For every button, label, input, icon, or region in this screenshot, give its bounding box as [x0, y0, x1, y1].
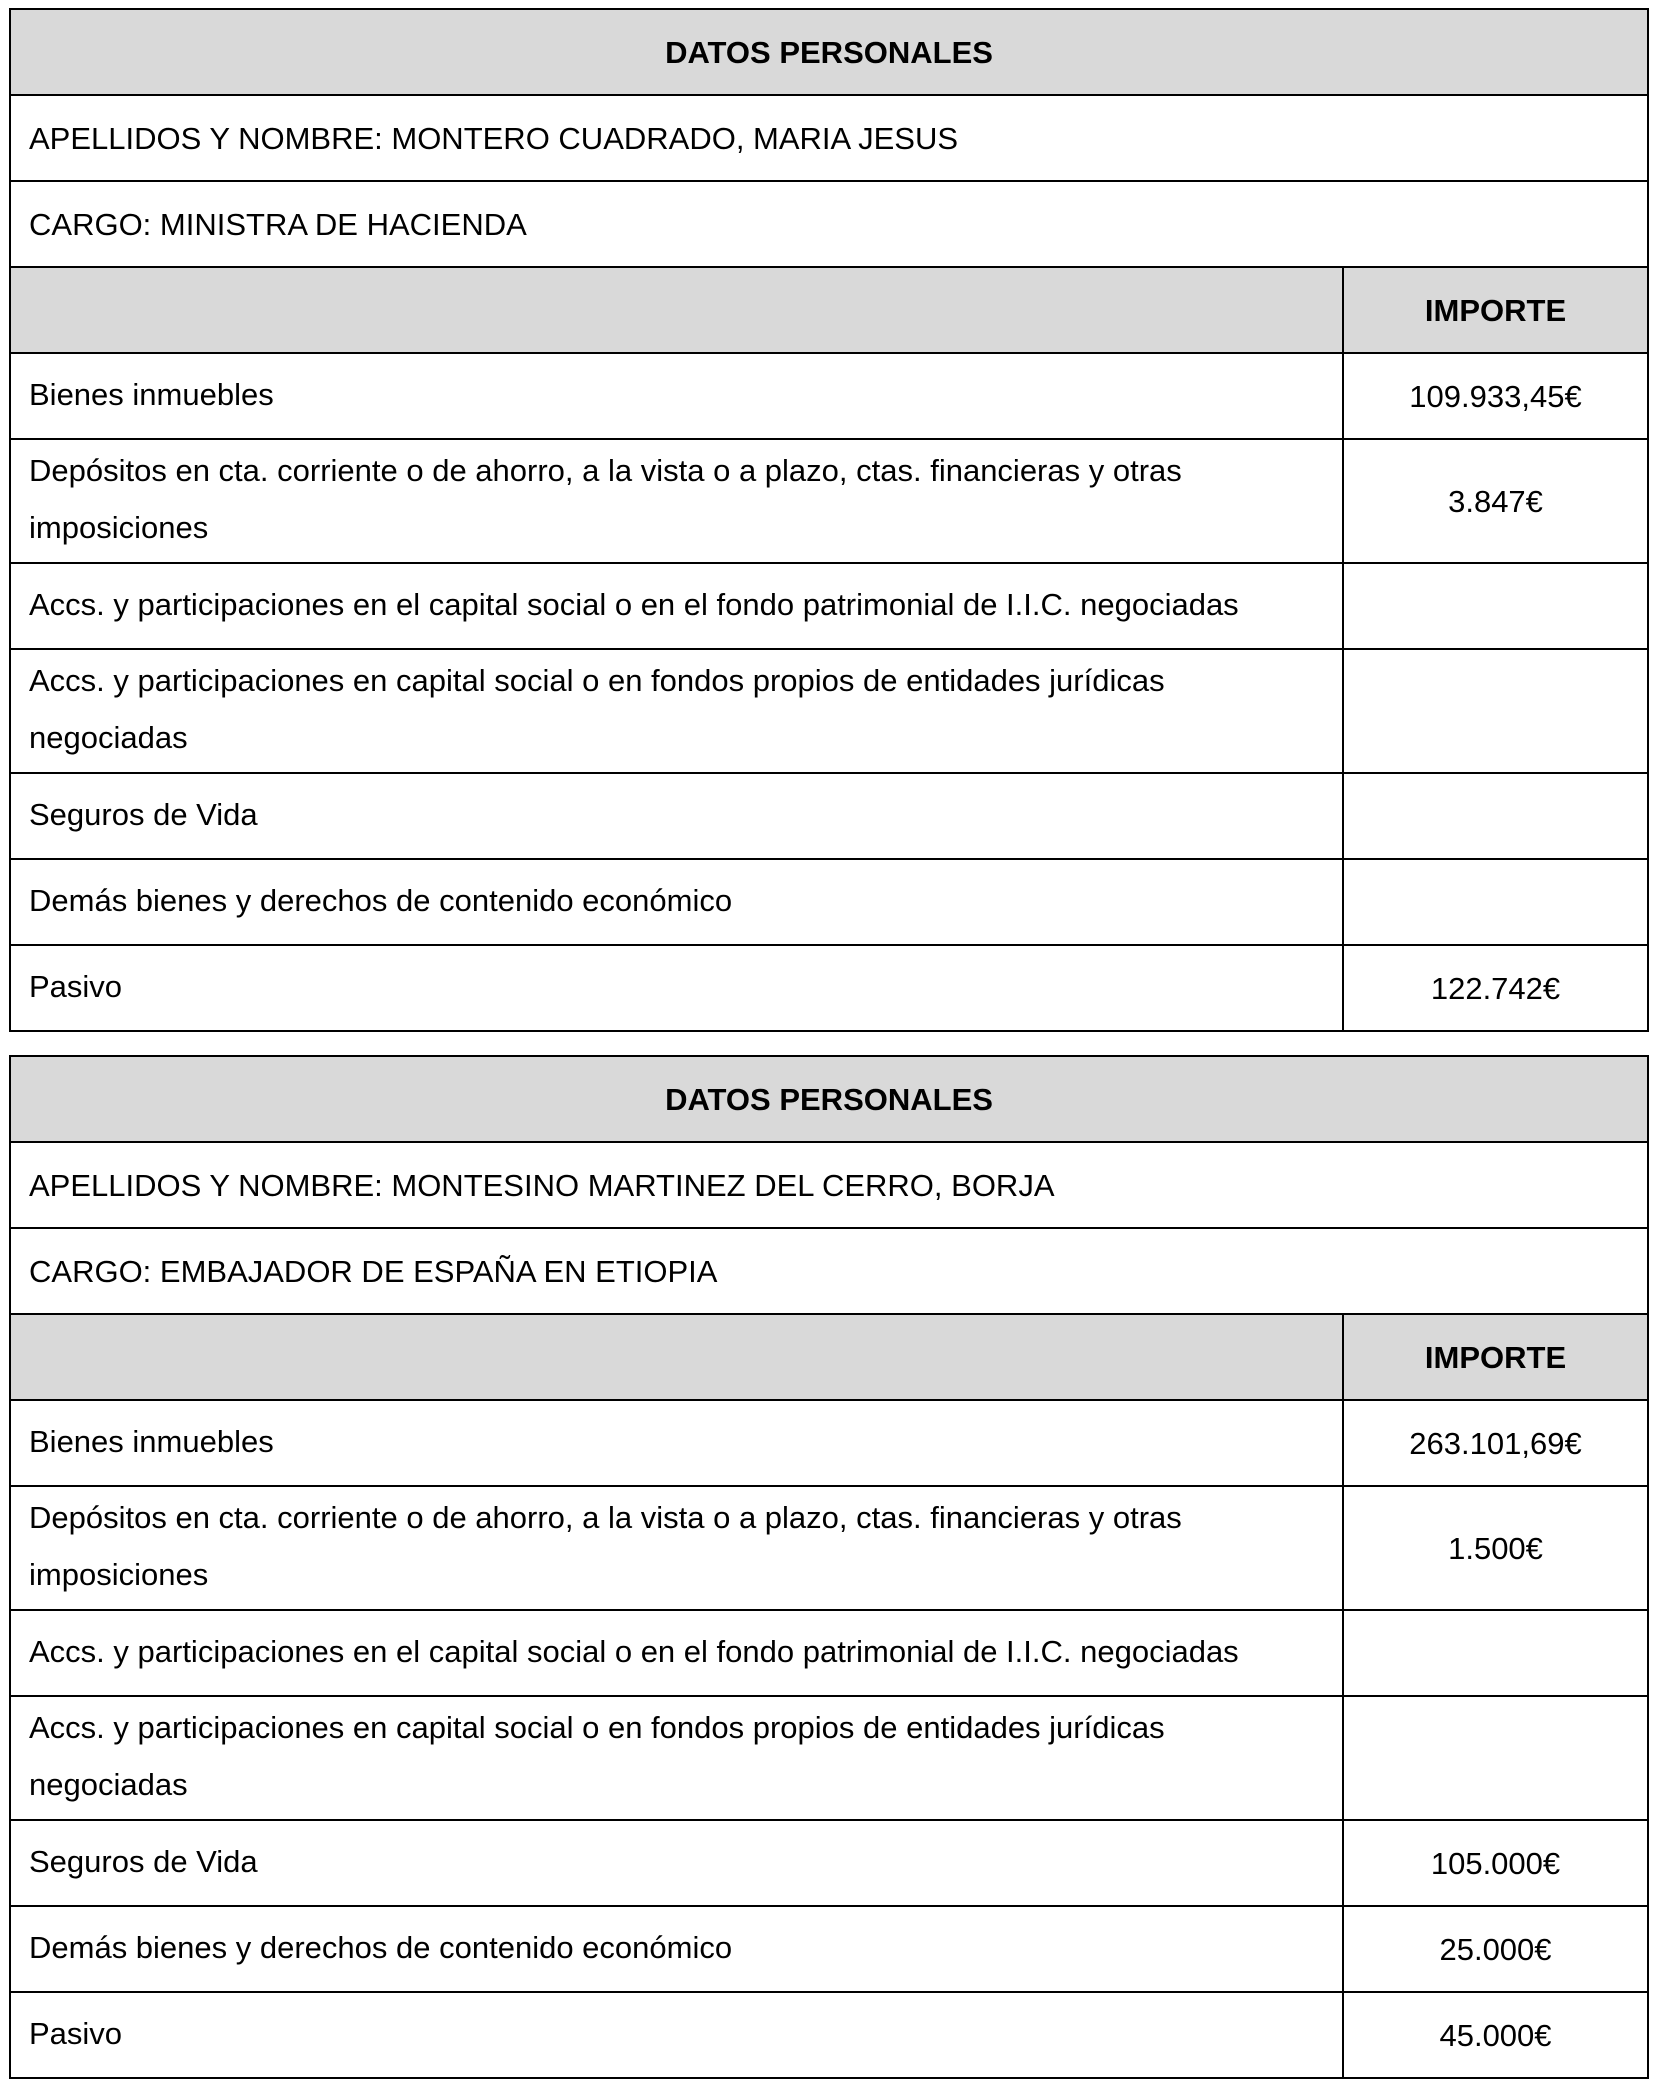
declaration-table-1: [9, 8, 1649, 1032]
row-label: Seguros de Vida: [10, 773, 1343, 859]
row-label: Accs. y participaciones en el capital social o en el fondo patrimonial de I.I.C. negociadas: [10, 1610, 1343, 1696]
row-amount: [1343, 563, 1648, 649]
table-row: [10, 649, 1648, 773]
row-amount: [1343, 1696, 1648, 1820]
row-label: Accs. y participaciones en capital social o en fondos propios de entidades jurídicas negociadas: [10, 649, 1343, 773]
row-amount: 45.000€: [1343, 1992, 1648, 2078]
row-amount: 3.847€: [1343, 439, 1648, 563]
amount-column-header: IMPORTE: [1343, 267, 1648, 353]
row-amount: [1343, 1610, 1648, 1696]
amount-column-header: IMPORTE: [1343, 1314, 1648, 1400]
section-title: DATOS PERSONALES: [10, 9, 1648, 95]
row-label: Depósitos en cta. corriente o de ahorro, a la vista o a plazo, ctas. financieras y otras imposiciones: [10, 1486, 1343, 1610]
declaration-table-2: [9, 1055, 1649, 2079]
row-label: Bienes inmuebles: [10, 1400, 1343, 1486]
table-row: [10, 563, 1648, 649]
name-line: APELLIDOS Y NOMBRE: MONTESINO MARTINEZ DEL CERRO, BORJA: [10, 1142, 1648, 1228]
row-amount: 263.101,69€: [1343, 1400, 1648, 1486]
table-row: [10, 859, 1648, 945]
table-row: [10, 1610, 1648, 1696]
row-label: Seguros de Vida: [10, 1820, 1343, 1906]
table-row: [10, 1906, 1648, 1992]
table-row: [10, 1992, 1648, 2078]
row-label: Demás bienes y derechos de contenido económico: [10, 1906, 1343, 1992]
table-row: [10, 439, 1648, 563]
row-amount: [1343, 859, 1648, 945]
table-row: [10, 1486, 1648, 1610]
name-line: APELLIDOS Y NOMBRE: MONTERO CUADRADO, MARIA JESUS: [10, 95, 1648, 181]
row-label: Accs. y participaciones en el capital social o en el fondo patrimonial de I.I.C. negociadas: [10, 563, 1343, 649]
table-row: [10, 1820, 1648, 1906]
label-column-header: [10, 267, 1343, 353]
row-amount: 1.500€: [1343, 1486, 1648, 1610]
table-row: [10, 353, 1648, 439]
table-row: [10, 1696, 1648, 1820]
row-amount: 105.000€: [1343, 1820, 1648, 1906]
section-title: DATOS PERSONALES: [10, 1056, 1648, 1142]
table-row: [10, 1400, 1648, 1486]
cargo-line: CARGO: EMBAJADOR DE ESPAÑA EN ETIOPIA: [10, 1228, 1648, 1314]
row-amount: 25.000€: [1343, 1906, 1648, 1992]
row-label: Demás bienes y derechos de contenido económico: [10, 859, 1343, 945]
row-label: Pasivo: [10, 945, 1343, 1031]
row-label: Accs. y participaciones en capital social o en fondos propios de entidades jurídicas negociadas: [10, 1696, 1343, 1820]
row-amount: 109.933,45€: [1343, 353, 1648, 439]
row-amount: [1343, 773, 1648, 859]
row-amount: [1343, 649, 1648, 773]
table-row: [10, 773, 1648, 859]
row-amount: 122.742€: [1343, 945, 1648, 1031]
row-label: Bienes inmuebles: [10, 353, 1343, 439]
label-column-header: [10, 1314, 1343, 1400]
cargo-line: CARGO: MINISTRA DE HACIENDA: [10, 181, 1648, 267]
table-row: [10, 945, 1648, 1031]
row-label: Pasivo: [10, 1992, 1343, 2078]
row-label: Depósitos en cta. corriente o de ahorro, a la vista o a plazo, ctas. financieras y otras imposiciones: [10, 439, 1343, 563]
